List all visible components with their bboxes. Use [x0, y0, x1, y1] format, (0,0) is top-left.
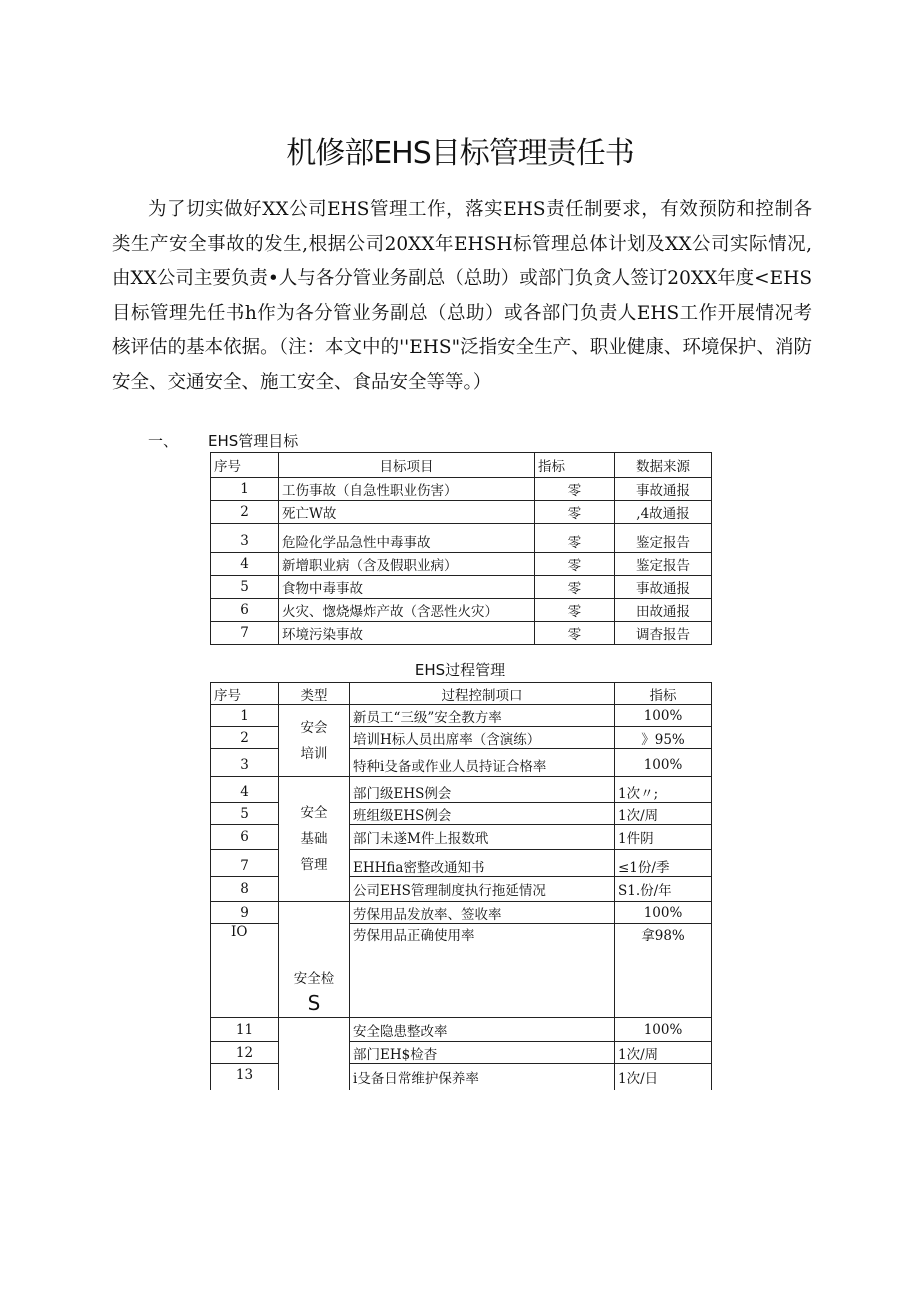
header-no: 序号: [211, 683, 279, 705]
row-item: 劳保用品正确使用率: [350, 924, 615, 1018]
row-no: 1: [211, 705, 279, 727]
row-no: 6: [211, 825, 279, 850]
row-item: 危险化学品急性中毒事故: [279, 524, 535, 553]
group-inspection-label-s: S: [307, 991, 321, 1015]
row-target: 100%: [615, 902, 712, 924]
row-target: 零: [535, 524, 615, 553]
header-item: 过程控制项口: [350, 683, 615, 705]
row-item: 劳保用品发放率、签收率: [350, 902, 615, 924]
table-row: [211, 501, 712, 524]
table-row: [211, 576, 712, 599]
row-source: 事故通报: [615, 576, 712, 599]
row-no: 9: [211, 902, 279, 924]
row-target: 1件阴: [615, 825, 712, 850]
group-basic: [279, 777, 350, 902]
row-target: 100%: [615, 1018, 712, 1042]
row-no: 7: [211, 622, 279, 645]
row-no: 2: [211, 727, 279, 749]
row-no: 2: [211, 501, 279, 524]
table-row: [211, 478, 712, 501]
row-no: 3: [211, 524, 279, 553]
row-source: ,4故通报: [615, 501, 712, 524]
row-source: 调杳报告: [615, 622, 712, 645]
group-inspection-label: 安全检: [293, 971, 335, 987]
row-target: 零: [535, 622, 615, 645]
row-no: 8: [211, 877, 279, 902]
group-training: [279, 705, 350, 777]
row-target: 100%: [615, 749, 712, 777]
row-target: 100%: [615, 705, 712, 727]
row-no: IO: [211, 924, 279, 1018]
row-target: ≤1份/季: [615, 850, 712, 877]
row-item: 部门级EHS例会: [350, 777, 615, 803]
row-target: 零: [535, 553, 615, 576]
row-item: 新员工“三级”安全教方率: [350, 705, 615, 727]
row-item: 培训H标人员出席率（含演练）: [350, 727, 615, 749]
row-item: 食物中毒事故: [279, 576, 535, 599]
row-item: 安全隐患整改率: [350, 1018, 615, 1042]
row-item: 工伤事故（自急性职业伤害）: [279, 478, 535, 501]
row-item: 新增职业病（含及假职业病）: [279, 553, 535, 576]
table-header-row: [211, 453, 712, 478]
row-source: 事故通报: [615, 478, 712, 501]
section2-title: EHS过程管理: [414, 661, 506, 679]
row-source: 田故通报: [615, 599, 712, 622]
group-training-label: 安会培训: [300, 719, 328, 762]
intro-paragraph: 为了切实做好XX公司EHS管理工作，落实EHS责任制要求，有效预防和控制各类生产安全事故的发生,根据公司20XX年EHSH标管理总体计划及XX公司实际情况,由XX公司主要负责•人与各分管业务副总（总助）或部门负贪人签订20XX年度<EHS目标管理先任书h作为各分管业务副总（总助）或各部门负责人EHS工作开展情况考核评估的基本依据。（注：本文中的''EHS"泛指安全生产、职业健康、环境保护、消防安全、交通安全、施工安全、食品安全等等。）: [112, 199, 812, 393]
table-header-row: [211, 683, 712, 705]
row-no: 12: [211, 1042, 279, 1064]
row-target: 零: [535, 501, 615, 524]
row-item: 特种i殳备或作业人员持证合格率: [350, 749, 615, 777]
group-inspection-cont: [279, 1018, 350, 1090]
header-type: 类型: [279, 683, 350, 705]
row-no: 5: [211, 803, 279, 825]
row-target: 》95%: [615, 727, 712, 749]
section1-number: 一、: [148, 432, 179, 450]
row-no: 4: [211, 777, 279, 803]
row-item: 公司EHS管理制度执行拖延情况: [350, 877, 615, 902]
row-item: 班组级EHS例会: [350, 803, 615, 825]
table-row: [211, 599, 712, 622]
row-item: 部门EH$检杳: [350, 1042, 615, 1064]
row-no: 5: [211, 576, 279, 599]
table-row: [211, 622, 712, 645]
row-target: 1次/日: [615, 1064, 712, 1090]
section1-title: EHS管理目标: [208, 432, 299, 450]
row-source: 鉴定报告: [615, 553, 712, 576]
header-source: 数据来源: [615, 453, 712, 478]
table-row: [211, 777, 712, 803]
row-target: S1.份/年: [615, 877, 712, 902]
group-basic-label: 安全基础管理: [300, 805, 328, 873]
row-no: 3: [211, 749, 279, 777]
header-target: 指标: [615, 683, 712, 705]
document-title: 机修部EHS目标管理责任书: [286, 136, 634, 171]
row-target: 拿98%: [615, 924, 712, 1018]
row-target: 零: [535, 576, 615, 599]
ehs-process-table: [210, 682, 712, 1090]
header-item: 目标项目: [279, 453, 535, 478]
table-row: [211, 553, 712, 576]
ehs-target-table: [210, 452, 712, 645]
row-item: i殳备日常维护保养率: [350, 1064, 615, 1090]
row-no: 4: [211, 553, 279, 576]
row-target: 零: [535, 478, 615, 501]
group-inspection: [279, 902, 350, 1018]
row-no: 6: [211, 599, 279, 622]
row-item: 火灾、愡烧爆炸产故（含恶性火灾）: [279, 599, 535, 622]
row-no: 13: [211, 1064, 279, 1090]
table-row: [211, 524, 712, 553]
header-target: 指标: [535, 453, 615, 478]
table-row: [211, 1018, 712, 1042]
row-item: EHHfia密整改通知书: [350, 850, 615, 877]
row-item: 环境污染事故: [279, 622, 535, 645]
row-target: 零: [535, 599, 615, 622]
row-item: 死亡W故: [279, 501, 535, 524]
row-no: 1: [211, 478, 279, 501]
row-source: 鉴定报告: [615, 524, 712, 553]
table-row: [211, 705, 712, 727]
row-no: 7: [211, 850, 279, 877]
header-no: 序号: [211, 453, 279, 478]
row-item: 部门未遂M件上报数玳: [350, 825, 615, 850]
row-target: 1次/周: [615, 1042, 712, 1064]
row-target: 1次〃;: [615, 777, 712, 803]
row-target: 1次/周: [615, 803, 712, 825]
row-no: 11: [211, 1018, 279, 1042]
table-row: [211, 902, 712, 924]
